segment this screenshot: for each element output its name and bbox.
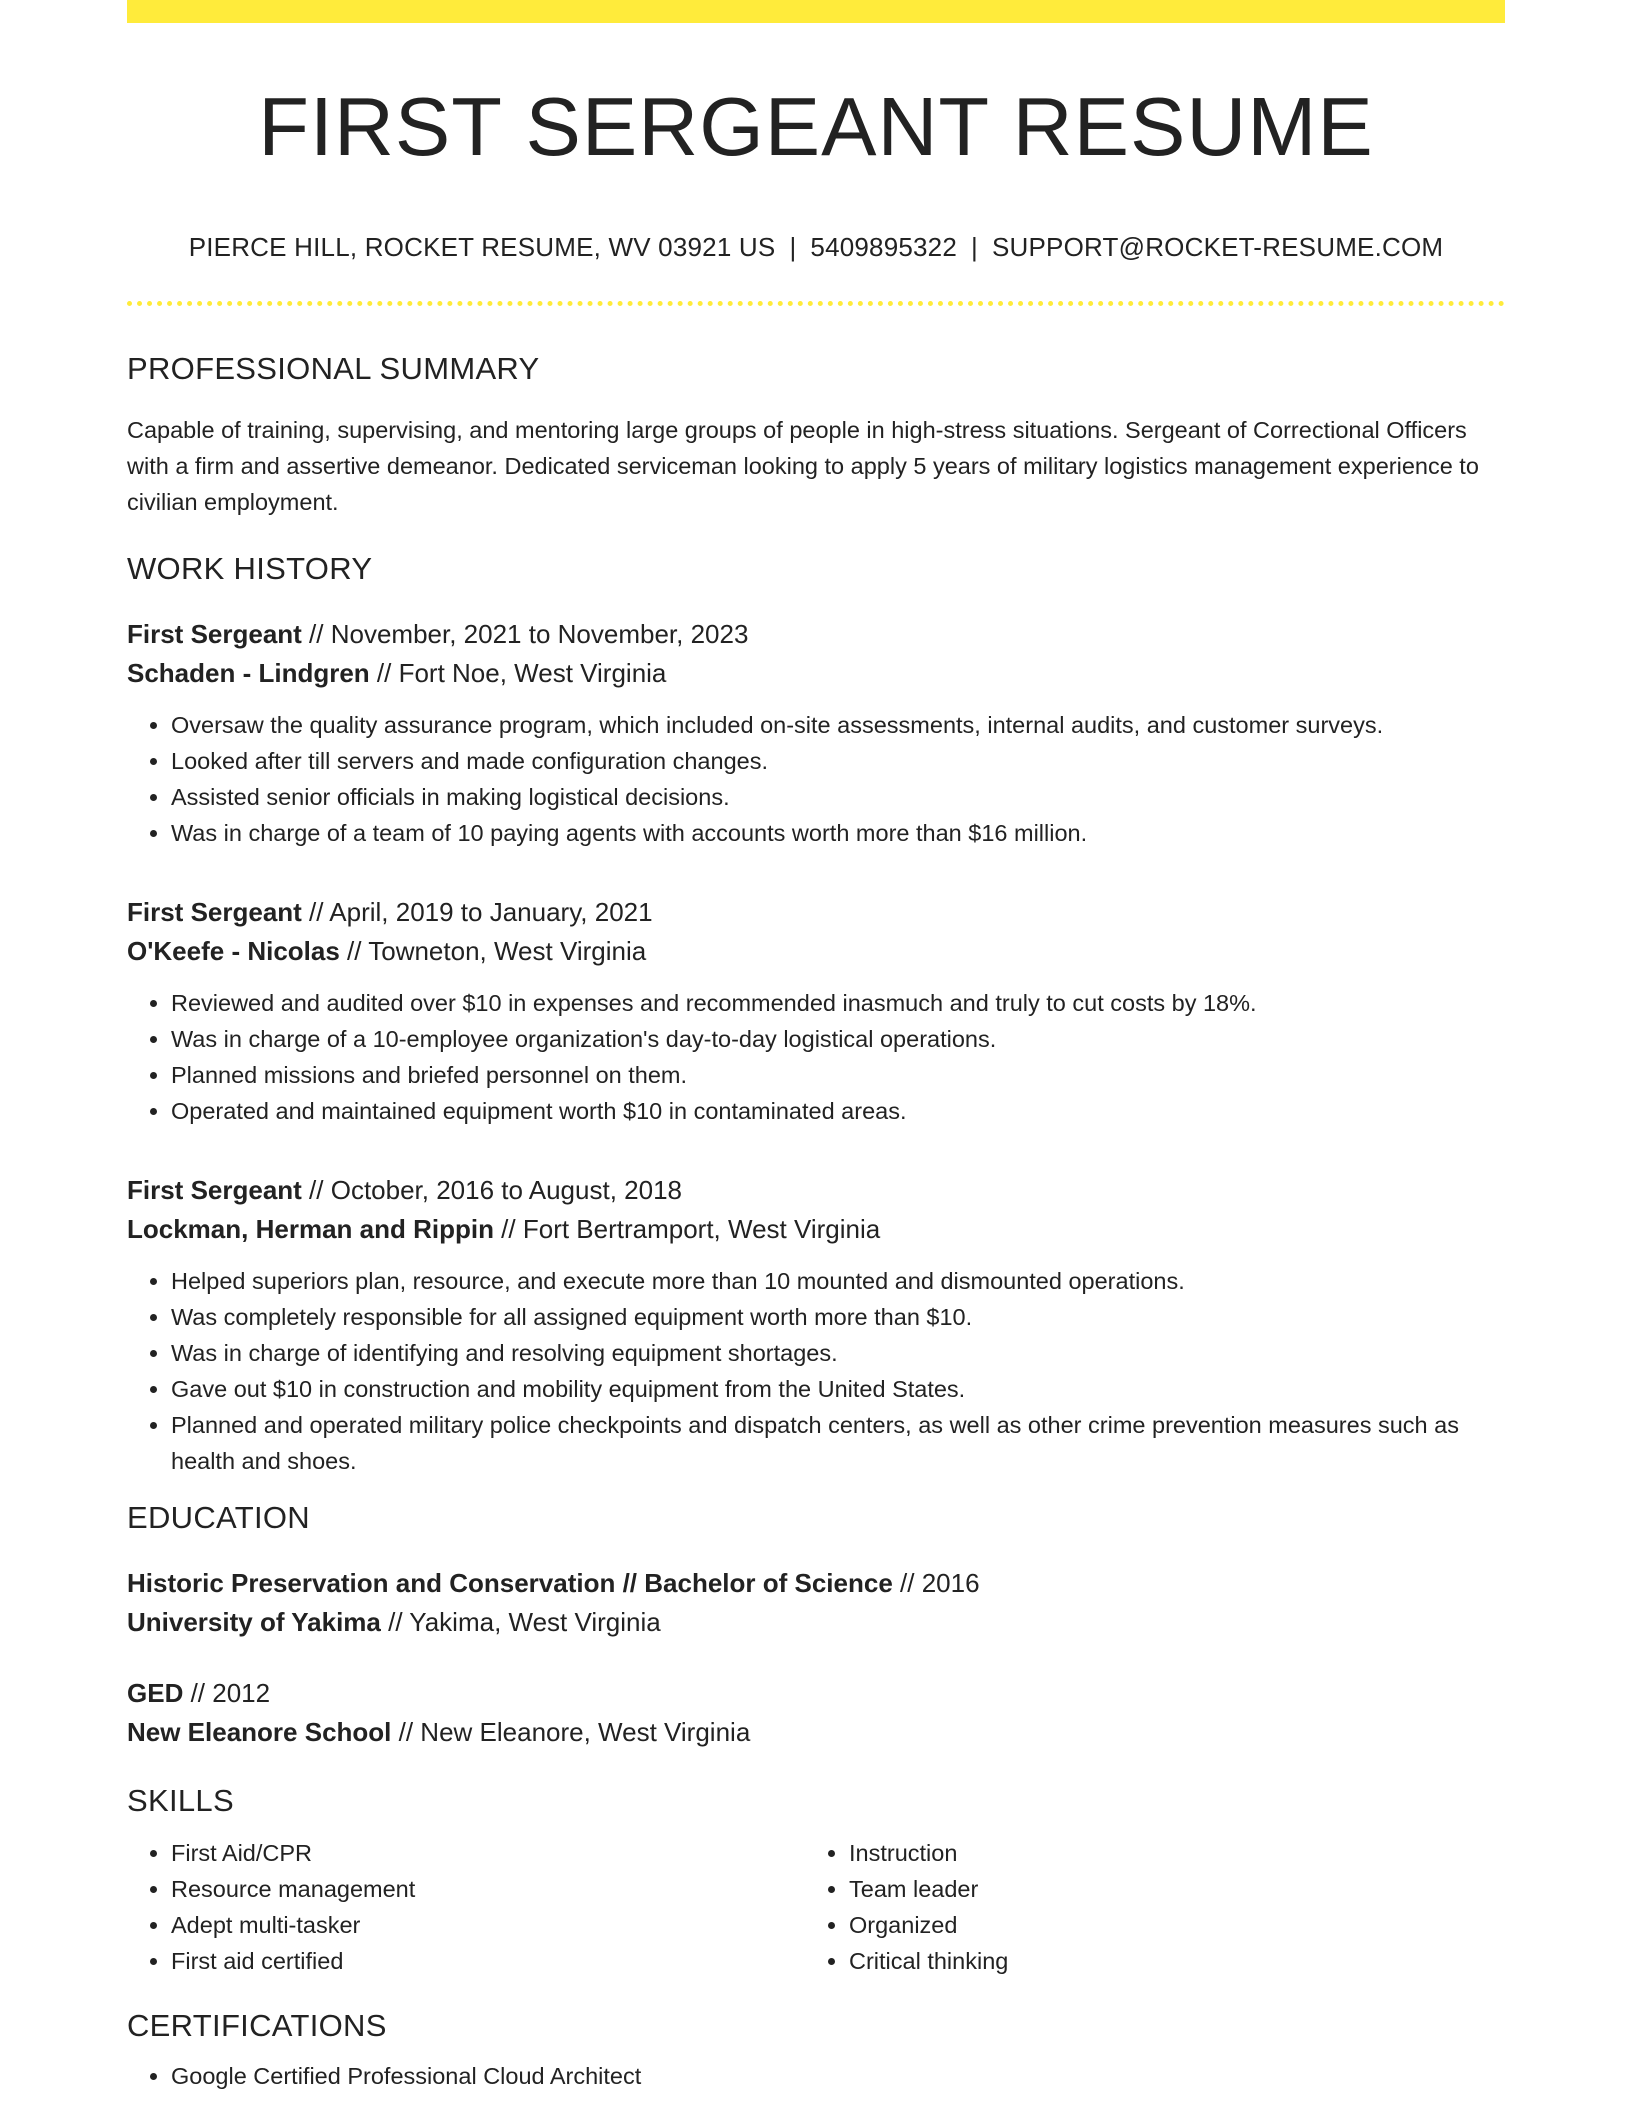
job-bullets bbox=[127, 1263, 1505, 1479]
skills-list-left bbox=[127, 1835, 805, 1979]
education-entry bbox=[127, 1674, 1505, 1752]
education-year: // 2012 bbox=[183, 1677, 271, 1708]
contact-address: PIERCE HILL, ROCKET RESUME, WV 03921 US bbox=[188, 232, 776, 263]
education-school: New Eleanore School bbox=[127, 1716, 392, 1747]
certifications-list bbox=[127, 2058, 1505, 2094]
education-degree: GED bbox=[127, 1677, 184, 1708]
education-entry bbox=[127, 1564, 1505, 1642]
job-company-line bbox=[127, 932, 1505, 971]
job-dates: // April, 2019 to January, 2021 bbox=[301, 896, 653, 927]
contact-phone: 5409895322 bbox=[810, 232, 958, 263]
job-bullet: • Looked after till servers and made configuration changes. bbox=[171, 743, 1505, 779]
job-bullet: • Gave out $10 in construction and mobility equipment from the United States. bbox=[171, 1371, 1505, 1407]
job-title-line bbox=[127, 615, 1505, 654]
education-school-line bbox=[127, 1713, 1505, 1752]
summary-text: Capable of training, supervising, and mentoring large groups of people in high-stress situations. Sergeant of Correctional Officers with a firm and assertive demeanor. Dedicated serviceman looking to apply 5 years of military logistics management experience to civilian employment. bbox=[127, 416, 1479, 515]
summary-heading: PROFESSIONAL SUMMARY bbox=[127, 351, 540, 387]
job-company-line bbox=[127, 1210, 1505, 1249]
job-bullet: • Planned missions and briefed personnel on them. bbox=[171, 1057, 1505, 1093]
education-degree-line bbox=[127, 1564, 1505, 1603]
certification-item: • Google Certified Professional Cloud Architect bbox=[171, 2058, 1505, 2094]
job-bullet: • Planned and operated military police checkpoints and dispatch centers, as well as other crime prevention measures such as health and shoes. bbox=[171, 1407, 1505, 1479]
job-bullets bbox=[127, 985, 1505, 1129]
skill-item: • Critical thinking bbox=[849, 1943, 1483, 1979]
education-heading: EDUCATION bbox=[127, 1499, 310, 1535]
resume-page bbox=[127, 0, 1505, 2112]
job-bullet: • Was completely responsible for all assigned equipment worth more than $10. bbox=[171, 1299, 1505, 1335]
skill-item: • Adept multi-tasker bbox=[171, 1907, 805, 1943]
job-bullet: • Was in charge of a 10-employee organization's day-to-day logistical operations. bbox=[171, 1021, 1505, 1057]
job-bullet: • Was in charge of a team of 10 paying agents with accounts worth more than $16 million. bbox=[171, 815, 1505, 851]
skill-item: • First Aid/CPR bbox=[171, 1835, 805, 1871]
job-dates: // October, 2016 to August, 2018 bbox=[301, 1174, 682, 1205]
contact-line bbox=[127, 232, 1505, 263]
skills-columns bbox=[127, 1835, 1505, 1979]
job-company: Schaden - Lindgren bbox=[127, 657, 370, 688]
job-title-line bbox=[127, 893, 1505, 932]
education-location: // New Eleanore, West Virginia bbox=[391, 1716, 751, 1747]
skill-item: • First aid certified bbox=[171, 1943, 805, 1979]
job-bullet: • Was in charge of identifying and resolving equipment shortages. bbox=[171, 1335, 1505, 1371]
job-title: First Sergeant bbox=[127, 1174, 302, 1205]
education-location: // Yakima, West Virginia bbox=[380, 1606, 661, 1637]
education-school: University of Yakima bbox=[127, 1606, 381, 1637]
skill-item: • Organized bbox=[849, 1907, 1483, 1943]
job-entry bbox=[127, 615, 1505, 851]
resume-title: FIRST SERGEANT RESUME bbox=[258, 80, 1374, 173]
education-school-line bbox=[127, 1603, 1505, 1642]
job-company: O'Keefe - Nicolas bbox=[127, 935, 340, 966]
education-year: // 2016 bbox=[892, 1567, 980, 1598]
skill-item: • Instruction bbox=[849, 1835, 1483, 1871]
job-title: First Sergeant bbox=[127, 618, 302, 649]
certifications-heading: CERTIFICATIONS bbox=[127, 2008, 387, 2044]
skills-heading: SKILLS bbox=[127, 1782, 234, 1818]
job-bullet: • Reviewed and audited over $10 in expenses and recommended inasmuch and truly to cut costs by 18%. bbox=[171, 985, 1505, 1021]
job-bullet: • Assisted senior officials in making logistical decisions. bbox=[171, 779, 1505, 815]
job-entry bbox=[127, 893, 1505, 1129]
job-dates: // November, 2021 to November, 2023 bbox=[301, 618, 749, 649]
job-location: // Fort Bertramport, West Virginia bbox=[493, 1213, 881, 1244]
job-location: // Towneton, West Virginia bbox=[339, 935, 647, 966]
job-title-line bbox=[127, 1171, 1505, 1210]
skill-item: • Resource management bbox=[171, 1871, 805, 1907]
job-title: First Sergeant bbox=[127, 896, 302, 927]
job-bullets bbox=[127, 707, 1505, 851]
job-bullet: • Operated and maintained equipment worth $10 in contaminated areas. bbox=[171, 1093, 1505, 1129]
skill-item: • Team leader bbox=[849, 1871, 1483, 1907]
job-bullet: • Oversaw the quality assurance program, which included on-site assessments, internal audits, and customer surveys. bbox=[171, 707, 1505, 743]
education-degree: Historic Preservation and Conservation // Bachelor of Science bbox=[127, 1567, 893, 1598]
education-degree-line bbox=[127, 1674, 1505, 1713]
contact-separator: | bbox=[971, 232, 978, 263]
skills-list-right bbox=[805, 1835, 1483, 1979]
job-company: Lockman, Herman and Rippin bbox=[127, 1213, 494, 1244]
contact-separator: | bbox=[789, 232, 797, 263]
contact-email: SUPPORT@ROCKET-RESUME.COM bbox=[991, 232, 1444, 263]
dotted-divider bbox=[127, 301, 1505, 306]
work-history-heading: WORK HISTORY bbox=[127, 550, 373, 586]
top-accent-bar bbox=[127, 0, 1505, 23]
job-company-line bbox=[127, 654, 1505, 693]
job-bullet: • Helped superiors plan, resource, and execute more than 10 mounted and dismounted operations. bbox=[171, 1263, 1505, 1299]
job-entry bbox=[127, 1171, 1505, 1479]
job-location: // Fort Noe, West Virginia bbox=[369, 657, 667, 688]
